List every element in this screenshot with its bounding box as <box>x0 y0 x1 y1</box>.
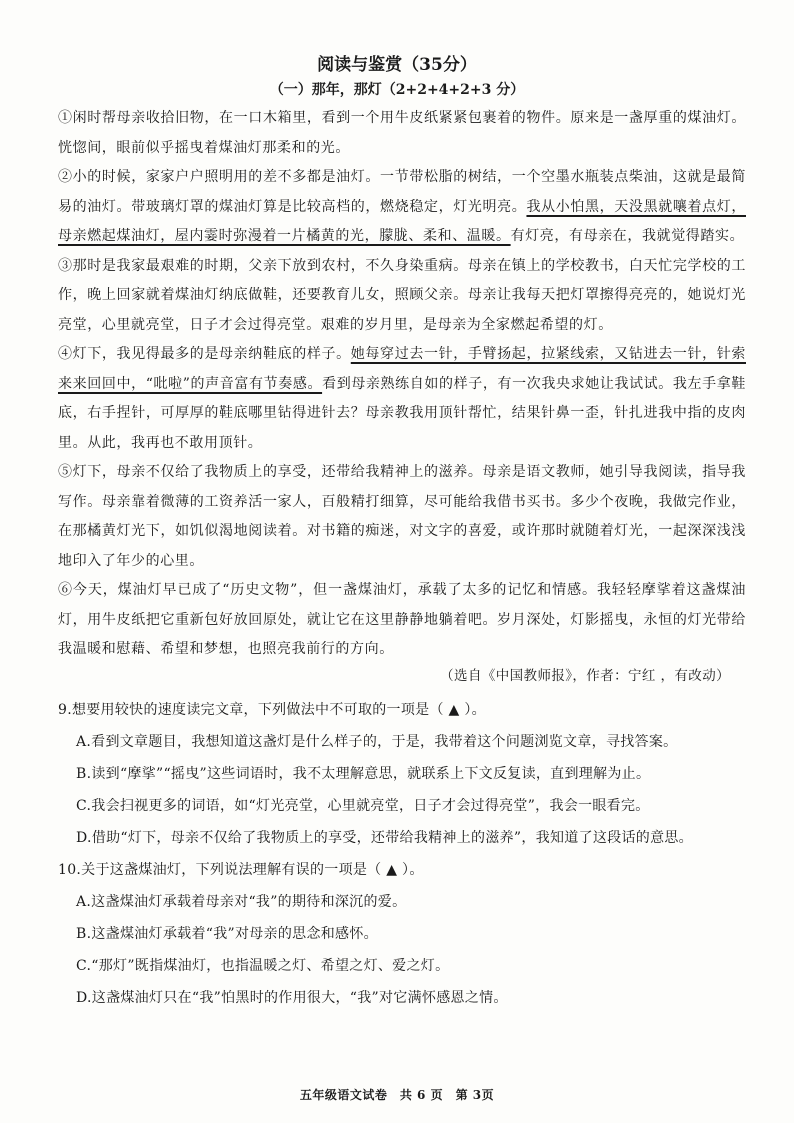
question-9-stem: 9.想要用较快的速度读完文章，下列做法中不可取的一项是（ ▲ ）。 <box>58 702 486 718</box>
passage-title: （一）那年，那灯（2+2+4+2+3 分） <box>269 82 525 98</box>
underlined-sentence-1: 我从小怕黑，天没黑就嚷着点灯，母亲燃起煤油灯，屋内霎时弥漫着一片橘黄的光，朦胧、柔和、温暖。 <box>58 198 746 244</box>
paragraph-3: ③那时是我家最艰难的时期，父亲下放到农村，不久身染重病。母亲在镇上的学校教书，白天忙完学校的工作，晚上回家就着煤油灯纳底做鞋，还要教育儿女，照顾父亲。母亲让我每天把灯罩擦得亮亮的，她说灯光亮堂，心里就亮堂，日子才会过得亮堂。艰难的岁月里，是母亲为全家燃起希望的灯。 <box>58 257 746 333</box>
paragraph-2: ②小的时候，家家户户照明用的差不多都是油灯。一节带松脂的树结，一个空墨水瓶装点柴油，这就是最简易的油灯。带玻璃灯罩的煤油灯算是比较高档的，燃烧稳定，灯光明亮。我从小怕黑，天没黑就嚷着点灯，母亲燃起煤油灯，屋内霎时弥漫着一片橘黄的光，朦胧、柔和、温暖。有灯亮，有母亲在，我就觉得踏实。 <box>58 169 746 244</box>
question-10-option-d: D.这盏煤油灯只在“我”怕黑时的作用很大，“我”对它满怀感恩之情。 <box>76 990 508 1006</box>
reading-passage <box>58 104 746 665</box>
paragraph-1: ①闲时帮母亲收拾旧物，在一口木箱里，看到一个用牛皮纸紧紧包裹着的物件。原来是一盏厚重的煤油灯。恍惚间，眼前似乎摇曳着煤油灯那柔和的光。 <box>58 110 746 156</box>
question-10-option-c: C.“那灯”既指煤油灯，也指温暖之灯、希望之灯、爱之灯。 <box>76 958 450 974</box>
question-9-option-b: B.读到“摩挲”“摇曳”这些词语时，我不太理解意思，就联系上下文反复读，直到理解为止。 <box>76 766 651 782</box>
question-10-option-b: B.这盏煤油灯承载着“我”对母亲的思念和感怀。 <box>76 926 378 942</box>
question-list <box>58 694 758 1014</box>
paragraph-6: ⑥今天，煤油灯早已成了“历史文物”，但一盏煤油灯，承载了太多的记忆和情感。我轻轻摩挲着这盏煤油灯，用牛皮纸把它重新包好放回原处，就让它在这里静静地躺着吧。岁月深处，灯影摇曳，永恒的灯光带给我温暖和慰藉、希望和梦想，也照亮我前行的方向。 <box>58 582 746 657</box>
source-citation: （选自《中国教师报》，作者：宁红 ，有改动） <box>440 668 730 684</box>
paragraph-5: ⑤灯下，母亲不仅给了我物质上的享受，还带给我精神上的滋养。母亲是语文教师，她引导我阅读，指导我写作。母亲靠着微薄的工资养活一家人，百般精打细算，尽可能给我借书买书。多少个夜晚，我做完作业，在那橘黄灯光下，如饥似渴地阅读着。对书籍的痴迷，对文字的喜爱，或许那时就随着灯光，一起深深浅浅地印入了年少的心里。 <box>58 464 746 569</box>
page-footer: 五年级语文试卷 共 6 页 第 3页 <box>299 1088 495 1102</box>
paragraph-4: ④灯下，我见得最多的是母亲纳鞋底的样子。她每穿过去一针，手臂扬起，拉紧线索，又钻进去一针，针索来来回回中，“吡啦”的声音富有节奏感。看到母亲熟练自如的样子，有一次我央求她让我试试。我左手拿鞋底，右手捏针，可厚厚的鞋底哪里钻得进针去？母亲教我用顶针帮忙，结果针鼻一歪，针扎进我中指的皮肉里。从此，我再也不敢用顶针。 <box>58 346 746 451</box>
question-10-stem: 10.关于这盏煤油灯，下列说法理解有误的一项是（ ▲ ）。 <box>58 862 424 878</box>
question-9-option-c: C.我会扫视更多的词语，如“灯光亮堂，心里就亮堂，日子才会过得亮堂”，我会一眼看完。 <box>76 798 650 814</box>
underlined-sentence-2: 她每穿过去一针，手臂扬起，拉紧线索，又钻进去一针，针索来来回回中，“吡啦”的声音富有节奏感。 <box>58 346 746 392</box>
question-9-option-a: A.看到文章题目，我想知道这盏灯是什么样子的，于是，我带着这个问题浏览文章，寻找答案。 <box>76 734 678 750</box>
question-10-option-a: A.这盏煤油灯承载着母亲对“我”的期待和深沉的爱。 <box>76 894 407 910</box>
section-title: 阅读与鉴赏（35分） <box>317 55 477 75</box>
question-9-option-d: D.借助“灯下，母亲不仅给了我物质上的享受，还带给我精神上的滋养”，我知道了这段话的意思。 <box>76 830 693 846</box>
